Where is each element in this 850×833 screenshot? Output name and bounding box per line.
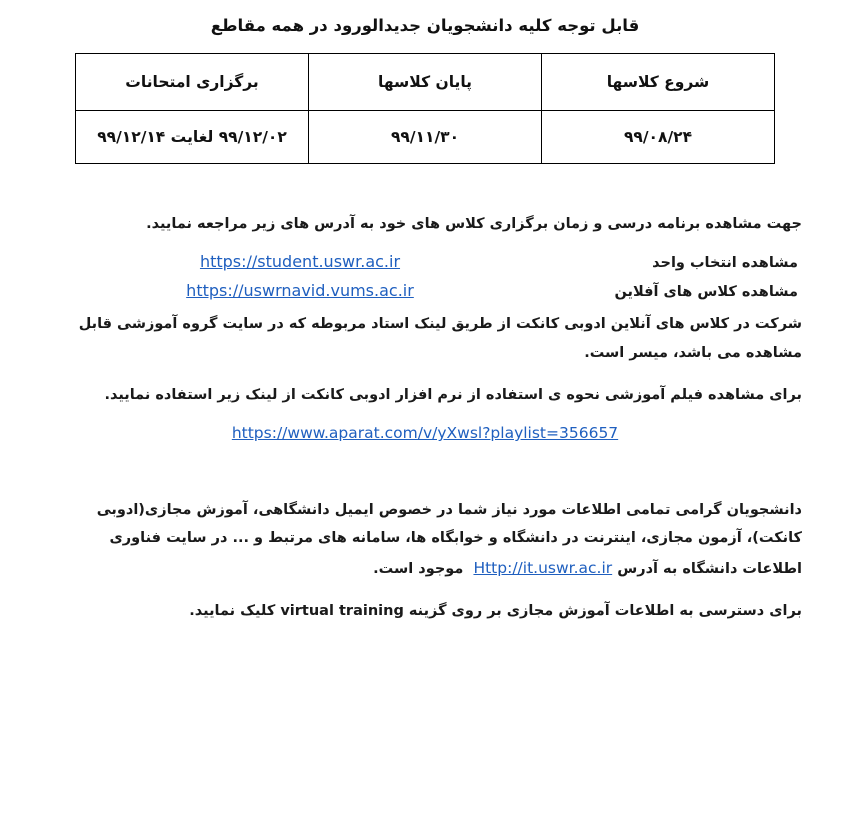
table-cell-exam-dates: ۹۹/۱۲/۰۲ لغایت ۹۹/۱۲/۱۴ [76, 111, 309, 164]
students-info-text-tail: موجود است. [373, 560, 464, 577]
table-header-cell-start: شروع کلاسها [542, 54, 775, 111]
students-info-paragraph [48, 496, 802, 583]
virtual-training-text: برای دسترسی به اطلاعات آموزش مجازی بر روی گزینه [408, 602, 802, 619]
students-info-text: دانشجویان گرامی تمامی اطلاعات مورد نیاز شما در خصوص ایمیل دانشگاهی، آموزش مجازی(ادوبی کانکت)، آزمون مجازی، اینترنت در دانشگاه و خوابگاه ها، سامانه های مرتبط و ... در سایت فناوری اطلاعات دانشگاه به آدرس [96, 502, 802, 577]
offline-classes-link[interactable]: https://uswrnavid.vums.ac.ir [186, 281, 414, 301]
link-row-unit-selection [48, 252, 802, 271]
adobe-connect-block [48, 310, 802, 442]
virtual-training-option-label: virtual training [280, 602, 404, 619]
virtual-training-text-tail: کلیک نمایید. [189, 602, 276, 619]
link-row-offline-classes [48, 281, 802, 300]
link-wrap-unit-selection [48, 252, 552, 271]
table-header-cell-exams: برگزاری امتحانات [76, 54, 309, 111]
link-label-offline-classes: مشاهده کلاس های آفلاین [614, 284, 798, 301]
page-title: قابل توجه کلیه دانشجویان جدیدالورود در همه مقاطع [210, 16, 640, 35]
schedule-table [75, 53, 775, 164]
table-cell-end-date: ۹۹/۱۱/۳۰ [309, 111, 542, 164]
aparat-video-link[interactable]: https://www.aparat.com/v/yXwsl?playlist=356657 [231, 424, 619, 443]
table-header-row [76, 54, 775, 111]
link-label-unit-selection: مشاهده انتخاب واحد [652, 255, 798, 272]
spacer-2 [48, 442, 802, 496]
it-site-link[interactable]: Http://it.uswr.ac.ir [473, 558, 613, 577]
adobe-connect-paragraph: شرکت در کلاس های آنلاین ادوبی کانکت از طریق لینک استاد مربوطه که در سایت گروه آموزشی قابل مشاهده می باشد، میسر است. [78, 316, 802, 361]
intro-paragraph: جهت مشاهده برنامه درسی و زمان برگزاری کلاس های خود به آدرس های زیر مراجعه نمایید. [146, 216, 802, 232]
video-tutorial-paragraph: برای مشاهده فیلم آموزشی نحوه ی استفاده از نرم افزار ادوبی کانکت از لینک زیر استفاده نمایید. [104, 386, 802, 403]
table-header-cell-end: پایان کلاسها [309, 54, 542, 111]
link-wrap-offline-classes [48, 281, 552, 300]
student-portal-link[interactable]: https://student.uswr.ac.ir [199, 252, 401, 272]
table-cell-start-date: ۹۹/۰۸/۲۴ [542, 111, 775, 164]
spacer [48, 164, 802, 210]
table-row [76, 111, 775, 164]
virtual-training-paragraph [48, 597, 802, 625]
aparat-link-row [48, 423, 802, 442]
